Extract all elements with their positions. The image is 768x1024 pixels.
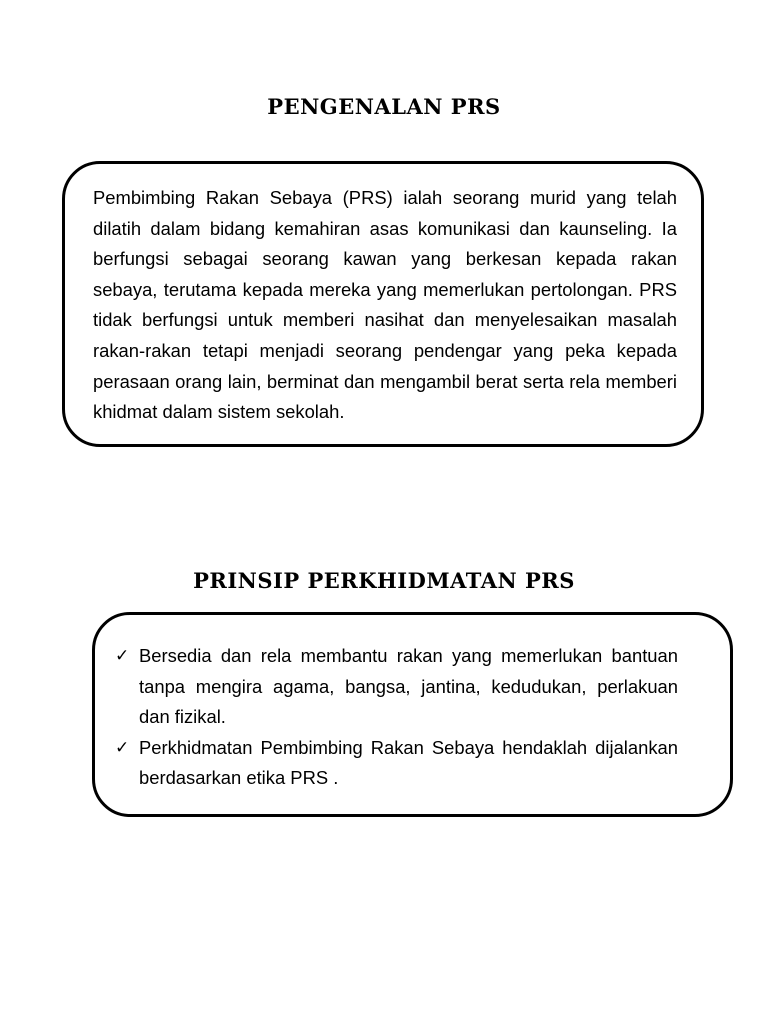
principles-list: [115, 641, 678, 794]
checkmark-icon: ✓: [115, 737, 130, 758]
principles-box: [92, 612, 733, 817]
list-item-text: Bersedia dan rela membantu rakan yang memerlukan bantuan tanpa mengira agama, bangsa, jantina, kedudukan, perlakuan dan fizikal.: [139, 645, 678, 728]
intro-text-box: [62, 161, 704, 447]
list-item: [115, 733, 678, 794]
section-title-pengenalan: PENGENALAN PRS: [267, 94, 501, 119]
intro-paragraph: Pembimbing Rakan Sebaya (PRS) ialah seorang murid yang telah dilatih dalam bidang kemahiran asas komunikasi dan kaunseling. Ia berfungsi sebagai seorang kawan yang berkesan kepada rakan sebaya, terutama kepada mereka yang memerlukan pertolongan. PRS tidak berfungsi untuk memberi nasihat dan menyelesaikan masalah rakan-rakan tetapi menjadi seorang pendengar yang peka kepada perasaan orang lain, berminat dan mengambil berat serta rela memberi khidmat dalam sistem sekolah.: [93, 187, 677, 423]
section-title-prinsip: PRINSIP PERKHIDMATAN PRS: [193, 568, 575, 593]
list-item: [115, 641, 678, 733]
checkmark-icon: ✓: [115, 646, 130, 666]
list-item-text: Perkhidmatan Pembimbing Rakan Sebaya hendaklah dijalankan berdasarkan etika PRS .: [139, 736, 678, 789]
